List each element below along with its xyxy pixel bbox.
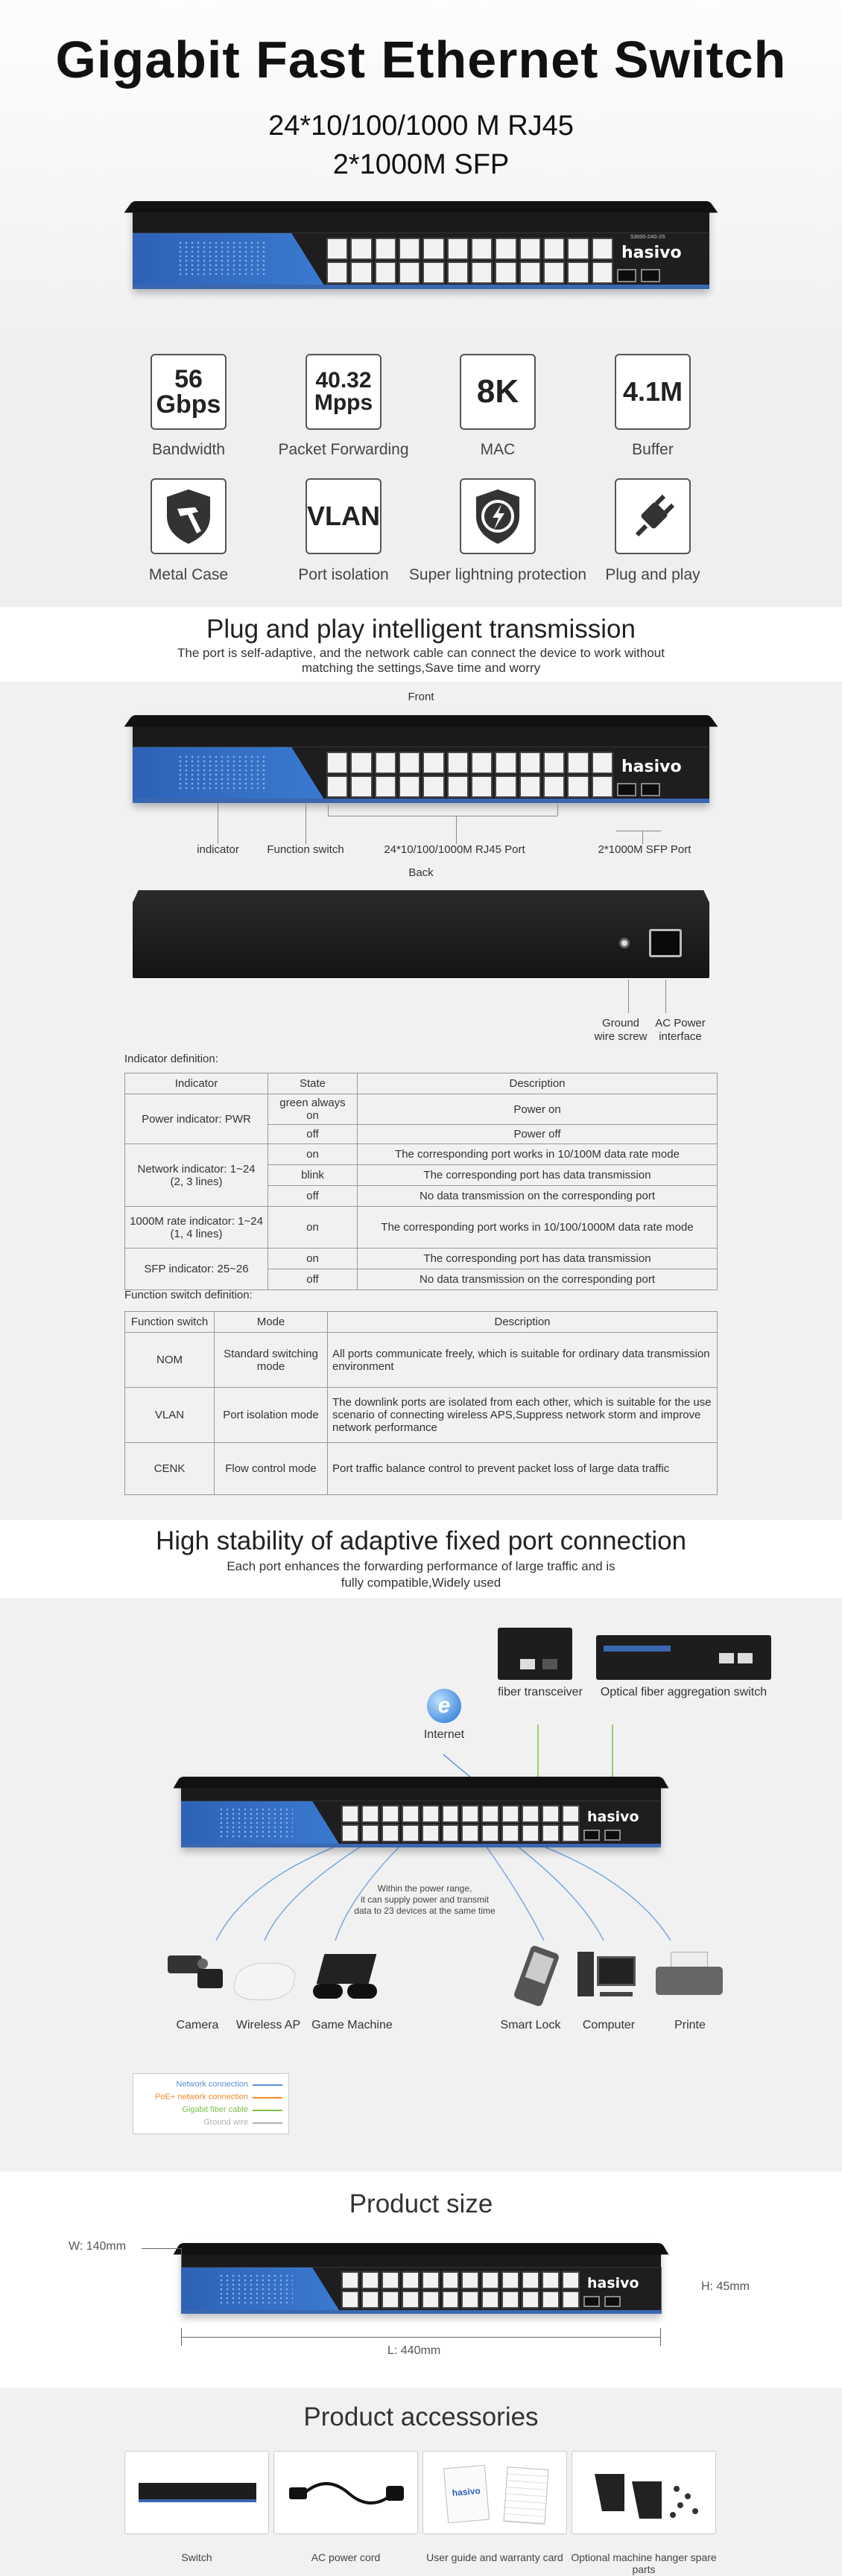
plug-icon — [615, 478, 691, 554]
back-panel-image — [133, 890, 709, 978]
device-label-lock: Smart Lock — [500, 2019, 561, 2031]
size-switch-image — [181, 2243, 661, 2314]
accessory-label: User guide and warranty card — [426, 2551, 563, 2563]
accessory-power-cord — [273, 2451, 418, 2534]
plug-play-desc: matching the settings,Save time and worry — [301, 661, 541, 675]
fiber-transceiver-label: fiber transceiver — [498, 1686, 583, 1698]
camera-icon — [168, 1948, 220, 1985]
feature-label: MAC — [480, 441, 516, 458]
game-machine-icon — [313, 1954, 380, 2002]
stability-title: High stability of adaptive fixed port connection — [155, 1526, 687, 1555]
printer-icon — [656, 1952, 723, 2000]
legend-item: Network connection — [139, 2078, 282, 2091]
feature-label: Buffer — [632, 441, 674, 458]
device-label-camera: Camera — [176, 2019, 219, 2031]
callout-indicator: indicator — [197, 843, 239, 856]
internet-label: Internet — [423, 1728, 465, 1741]
hero-brand-logo: hasivo — [621, 244, 682, 262]
plug-play-header — [0, 607, 842, 682]
feature-label: Metal Case — [148, 566, 229, 583]
feature-label: Packet Forwarding — [278, 441, 409, 458]
bandwidth-icon: 56 Gbps — [151, 354, 227, 430]
callout-sfp: 2*1000M SFP Port — [598, 843, 691, 856]
feature-label: Super lightning protection — [408, 566, 587, 583]
aggregation-switch-label: Optical fiber aggregation switch — [600, 1686, 767, 1698]
height-dimension: H: 45mm — [701, 2280, 750, 2293]
hero-switch-image — [133, 201, 709, 289]
feature-label: Port isolation — [298, 566, 389, 583]
features-section — [0, 335, 842, 607]
legend-item: PoE+ network connection — [139, 2091, 282, 2104]
hero-subtitle-sfp: 2*1000M SFP — [332, 149, 510, 180]
plug-play-title: Plug and play intelligent transmission — [206, 615, 636, 644]
front-brand-logo: hasivo — [621, 758, 682, 776]
hero-title: Gigabit Fast Ethernet Switch — [55, 31, 787, 89]
length-dimension: L: 440mm — [387, 2344, 441, 2357]
internet-icon: e — [427, 1689, 461, 1723]
lightning-shield-icon — [460, 478, 536, 554]
legend-item: Ground wire — [139, 2116, 282, 2129]
hero-subtitle-rj45: 24*10/100/1000 M RJ45 — [268, 110, 574, 142]
vlan-icon: VLAN — [306, 478, 382, 554]
back-label: Back — [408, 866, 434, 879]
accessory-label: Optional machine hanger spare parts — [571, 2551, 717, 2575]
accessories-section — [0, 2388, 842, 2576]
front-label: Front — [408, 691, 434, 703]
feature-label: Plug and play — [605, 566, 700, 583]
legend-item: Gigabit fiber cable — [139, 2104, 282, 2116]
stability-desc: Each port enhances the forwarding performance of large traffic and is — [227, 1559, 615, 1573]
topology-section — [0, 1598, 842, 2171]
function-switch-table: Function switch Mode Description NOM Standard switching mode All ports communicate freely, which is suitable for ordinary data transmission environment VLAN Port isolation mode The downlink ports are isolated from each other, which is suitable for the use scenario of connecting wireless APS,Suppress network storm and improve network performance CENK Flow control mode Port traffic balance control to prevent packet loss of large data traffic — [124, 1311, 718, 1495]
topology-switch-image — [181, 1777, 661, 1847]
panel-diagram-section — [0, 682, 842, 1520]
device-label-ap: Wireless AP — [235, 2019, 301, 2031]
device-label-game: Game Machine — [311, 2019, 393, 2031]
connection-legend — [133, 2073, 289, 2134]
switch-table-caption: Function switch definition: — [124, 1289, 253, 1301]
fiber-transceiver-image — [498, 1628, 572, 1680]
hero-model: S3000-24G-2S — [630, 235, 665, 240]
aggregation-switch-image — [596, 1635, 771, 1680]
hero-section — [0, 0, 842, 335]
size-brand-logo: hasivo — [587, 2275, 639, 2291]
hammer-shield-icon — [151, 478, 227, 554]
accessory-label: AC power cord — [311, 2551, 381, 2563]
indicator-table: Indicator State Description Power indicator: PWR green always on Power on off Power off Network indicator: 1~24 (2, 3 lines) on The corresponding port works in 10/100M data rate mode blink The corresponding port has data transmission off No data transmission on the corresponding port 1000M rate indicator: 1~24 (1, 4 lines) on The corresponding port works in 10/100/1000M data rate mode SFP indicator: 25~26 on The corresponding port has data transmission off No data transmission on the corresponding port — [124, 1073, 718, 1290]
callout-function-switch: Function switch — [267, 843, 344, 856]
width-dimension: W: 140mm — [69, 2240, 127, 2253]
device-label-printer: Printe — [674, 2019, 706, 2031]
size-section — [0, 2171, 842, 2388]
accessory-hanger-parts — [572, 2451, 716, 2534]
accessory-label: Switch — [181, 2551, 212, 2563]
buffer-icon: 4.1M — [615, 354, 691, 430]
size-title: Product size — [349, 2189, 493, 2218]
indicator-table-caption: Indicator definition: — [124, 1053, 218, 1065]
packet-forwarding-icon: 40.32 Mpps — [306, 354, 382, 430]
accessory-switch — [124, 2451, 269, 2534]
plug-play-desc: The port is self-adaptive, and the network cable can connect the device to work without — [177, 646, 665, 660]
front-panel-image — [133, 715, 709, 803]
mac-icon: 8K — [460, 354, 536, 430]
computer-icon — [577, 1952, 637, 2004]
guide-brand: hasivo — [443, 2465, 490, 2524]
callout-ac-power: AC Power interface — [655, 1017, 706, 1043]
poe-note: Within the power range, it can supply power and transmit data to 23 devices at the same time — [354, 1883, 496, 1916]
device-label-computer: Computer — [582, 2019, 636, 2031]
feature-label: Bandwidth — [151, 441, 226, 458]
callout-ground: Ground wire screw — [594, 1017, 648, 1043]
accessories-title: Product accessories — [303, 2402, 539, 2431]
stability-desc: fully compatible,Widely used — [341, 1576, 501, 1590]
accessory-user-guide — [422, 2451, 567, 2534]
topology-brand-logo: hasivo — [587, 1809, 639, 1825]
stability-header — [0, 1520, 842, 1598]
callout-rj45: 24*10/100/1000M RJ45 Port — [384, 843, 525, 856]
